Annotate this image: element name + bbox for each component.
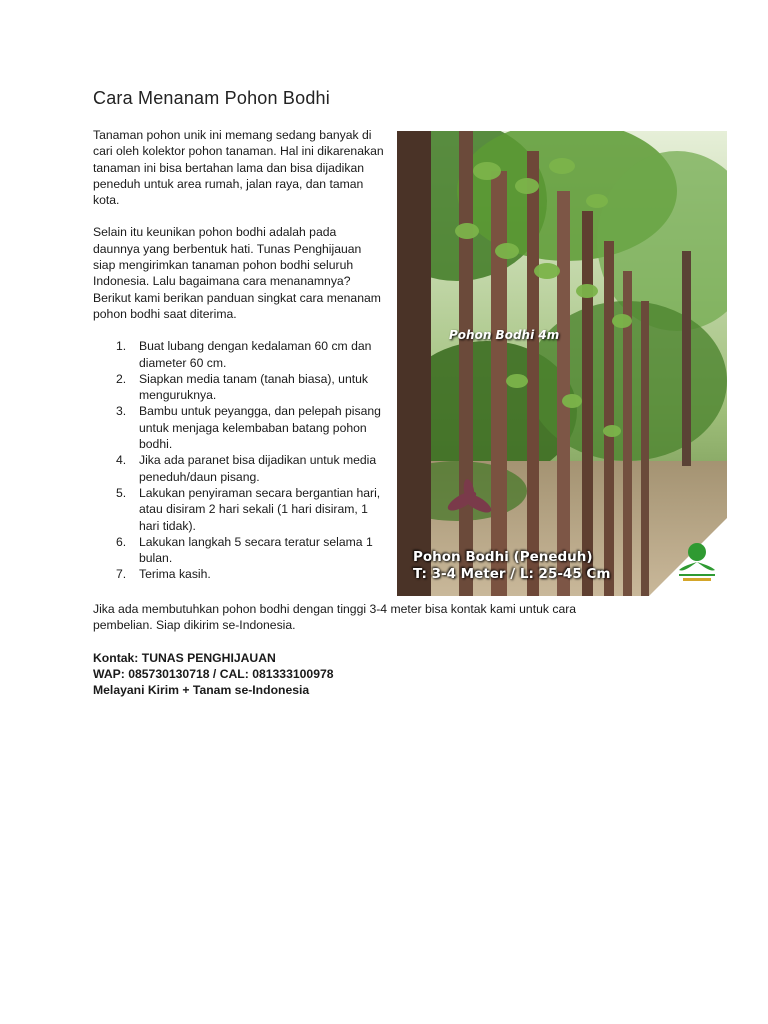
body-text-column: [93, 127, 385, 583]
intro-paragraph: Tanaman pohon unik ini memang sedang banyak di cari oleh kolektor pohon tanaman. Hal ini dikarenakan tanaman ini bisa bertahan lama dan bisa dijadikan peneduh untuk area rumah, jalan raya, dan taman kota.: [93, 128, 384, 208]
list-item: 6. Lakukan langkah 5 secara teratur selama 1 bulan.: [116, 534, 373, 566]
page-title: Cara Menanam Pohon Bodhi: [93, 88, 330, 108]
list-item: 7. Terima kasih.: [116, 567, 211, 582]
contact-block: [93, 650, 633, 699]
list-item: 2. Siapkan media tanam (tanah biasa), untuk menguruknya.: [116, 371, 368, 403]
list-item: 1. Buat lubang dengan kedalaman 60 cm dan diameter 60 cm.: [116, 339, 372, 370]
contact-name: Kontak: TUNAS PENGHIJAUAN: [93, 650, 276, 665]
list-item: 3. Bambu untuk peyangga, dan pelepah pisang untuk menjaga kelembaban batang pohon bodhi.: [116, 404, 381, 452]
contact-service: Melayani Kirim + Tanam se-Indonesia: [93, 683, 310, 698]
list-item: 4. Jika ada paranet bisa dijadikan untuk media peneduh/daun pisang.: [116, 453, 377, 484]
contact-phone: WAP: 085730130718 / CAL: 081333100978: [93, 666, 334, 681]
photo-caption-specs: Pohon Bodhi (Peneduh) T: 3-4 Meter / L: 25-45 Cm: [413, 549, 611, 582]
planting-steps-list: [93, 338, 385, 582]
photo-caption-height: Pohon Bodhi 4m: [449, 328, 560, 342]
description-paragraph: Selain itu keunikan pohon bodhi adalah pada daunnya yang berbentuk hati. Tunas Penghijauan siap mengirimkan tanaman pohon bodhi seluruh Indonesia. Lalu bagaimana cara menanamnya? Berikut kami berikan panduan singkat cara menanam pohon bodhi saat diterima.: [93, 225, 381, 321]
footer-text: [93, 601, 633, 698]
closing-paragraph: Jika ada membutuhkan pohon bodhi dengan tinggi 3-4 meter bisa kontak kami untuk cara pembelian. Siap dikirim se-Indonesia.: [93, 602, 577, 633]
bodhi-tree-photo: [397, 131, 727, 596]
leaf-logo-icon: [649, 518, 727, 596]
list-item: 5. Lakukan penyiraman secara bergantian hari, atau disiram 2 hari sekali (1 hari disiram, 1 hari tidak).: [116, 485, 381, 533]
